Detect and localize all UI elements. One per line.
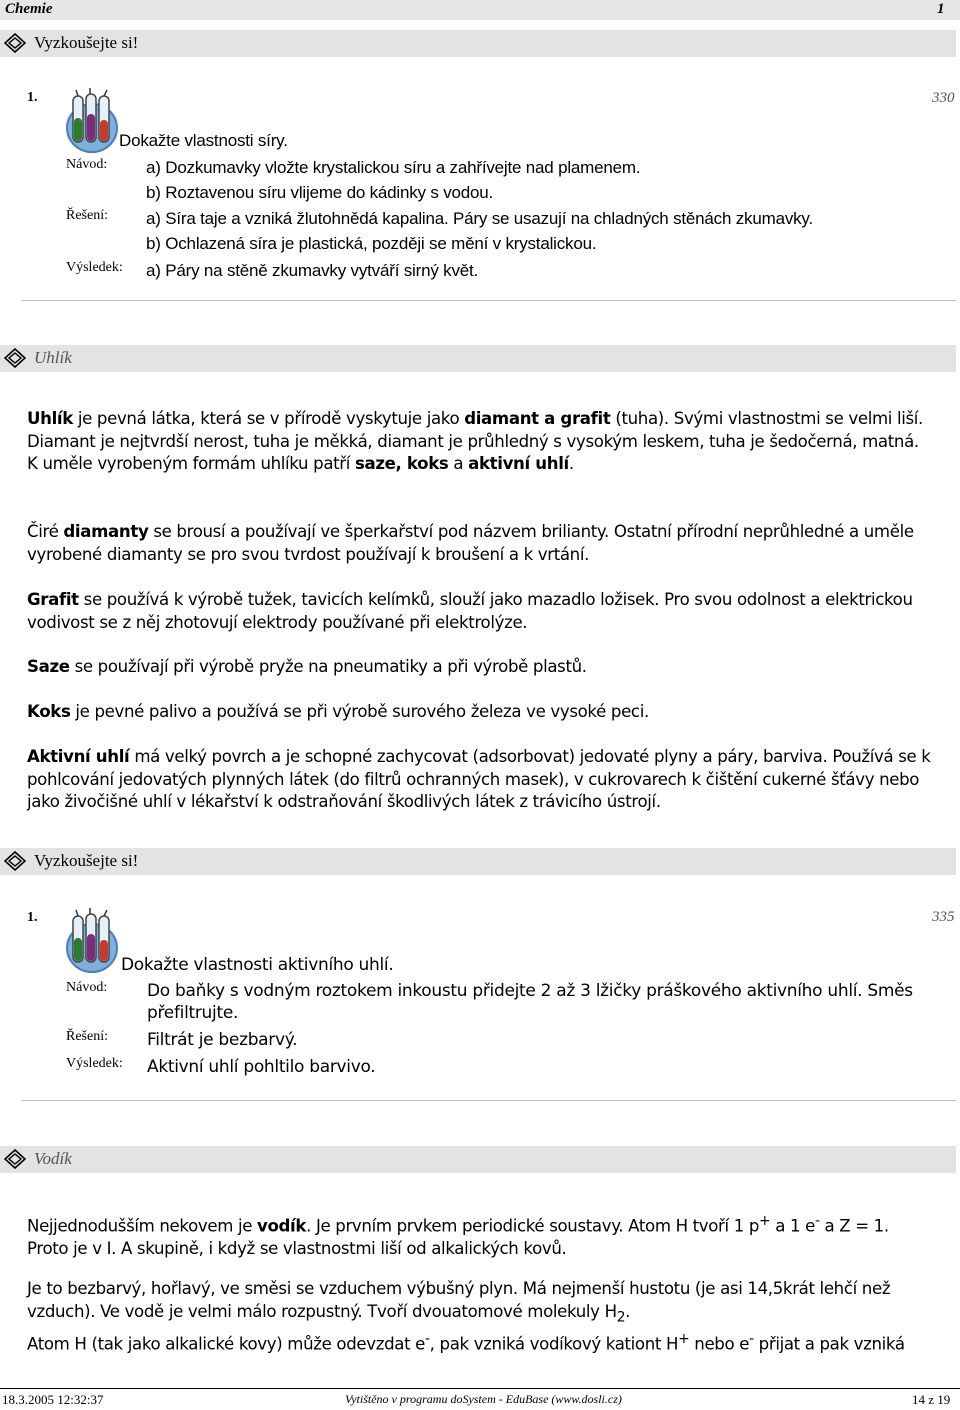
vysledek-text: Aktivní uhlí pohltilo barvivo. <box>147 1057 376 1077</box>
diamond-icon <box>4 33 26 53</box>
vodik-paragraph-1: Nejjednodušším nekovem je vodík. Je prvním prvkem periodické soustavy. Atom H tvoří 1 p+ a 1 e- a Z = 1. Proto je v I. A skupině, i když se vlastnostmi liší od alkalických kovů. <box>27 1213 889 1259</box>
navod-text: Do baňky s vodným roztokem inkoustu přidejte 2 až 3 lžičky práškového aktivního uhlí. Směs přefiltrujte. <box>147 981 913 1023</box>
test-tubes-icon <box>64 88 120 154</box>
navod-line-1: a) Dozkumavky vložte krystalickou síru a zahřívejte nad plamenem. <box>146 158 641 177</box>
divider <box>22 1100 956 1101</box>
footer-datetime: 18.3.2005 12:32:37 <box>2 1392 104 1407</box>
exercise-code: 330 <box>932 90 955 106</box>
exercise-task: Dokažte vlastnosti aktivního uhlí. <box>121 955 394 975</box>
section-title: Vyzkoušejte si! <box>34 33 139 52</box>
footer-printed-note: Vytištěno v programu doSystem - EduBase (www.dosli.cz) <box>345 1392 622 1406</box>
label-vysledek: Výsledek: <box>66 260 123 275</box>
diamond-icon <box>4 1149 26 1169</box>
section-title: Vodík <box>34 1149 72 1168</box>
label-reseni: Řešení: <box>66 1029 108 1044</box>
section-bar-try-1 <box>0 30 956 57</box>
section-bar-try-2 <box>0 848 956 875</box>
vodik-paragraph-2: Je to bezbarvý, hořlavý, ve směsi se vzduchem výbušný plyn. Má nejmenší hustotu (je asi 14,5krát lehčí než vzduch). Ve vodě je velmi málo rozpustný. Tvoří dvouatomové molekuly $H_2$. Atom H (tak jako alkalické kovy) může odevzdat e-, pak vzniká vodíkový kationt H+ nebo e- přijat a pak vzniká <box>27 1279 905 1354</box>
label-vysledek: Výsledek: <box>66 1056 123 1071</box>
test-tubes-icon <box>64 908 120 974</box>
uhlik-paragraph-4: Saze se používají při výrobě pryže na pneumatiky a při výrobě plastů. <box>27 657 587 676</box>
section-bar-uhlik <box>0 345 956 372</box>
exercise-task: Dokažte vlastnosti síry. <box>119 131 288 150</box>
diamond-icon <box>4 851 26 871</box>
label-navod: Návod: <box>66 157 108 172</box>
uhlik-paragraph-1: Uhlík je pevná látka, která se v přírodě vyskytuje jako diamant a grafit (tuha). Svými vlastnostmi se velmi liší. Diamant je nejtvrdší nerost, tuha je měkká, diamant je průhledný s vysokým leskem, tuha je šedočerná, matná. K uměle vyrobeným formám uhlíku patří saze, koks a aktivní uhlí. <box>27 409 923 473</box>
reseni-line-1: a) Síra taje a vzniká žlutohnědá kapalina. Páry se usazují na chladných stěnách zkumavky. <box>146 209 813 228</box>
vysledek-line: a) Páry na stěně zkumavky vytváří sirný květ. <box>146 261 479 280</box>
page-footer <box>0 1388 960 1410</box>
uhlik-paragraph-2: Čiré diamanty se brousí a používají ve šperkařství pod názvem brilianty. Ostatní přírodní neprůhledné a uměle vyrobené diamanty se pro svou tvrdost používají k broušení a k vrtání. <box>27 522 914 564</box>
reseni-line-2: b) Ochlazená síra je plastická, později se mění v krystalickou. <box>146 234 597 253</box>
exercise-number: 1. <box>27 90 38 105</box>
uhlik-paragraph-5: Koks je pevné palivo a používá se při výrobě surového železa ve vysoké peci. <box>27 702 649 721</box>
exercise-code: 335 <box>932 909 955 925</box>
section-title: Uhlík <box>34 348 72 367</box>
uhlik-paragraph-6: Aktivní uhlí má velký povrch a je schopné zachycovat (adsorbovat) jedovaté plyny a páry, barviva. Používá se k pohlcování jedovatých plynných látek (do filtrů ochranných masek), v cukrovarech k čištění cukerné šťávy nebo jako živočišné uhlí v lékařství k odstraňování škodlivých látek z trávicího ústrojí. <box>27 747 931 811</box>
page-number: 1 <box>937 1 945 17</box>
section-title: Vyzkoušejte si! <box>34 851 139 870</box>
uhlik-paragraph-3: Grafit se používá k výrobě tužek, tavicích kelímků, slouží jako mazadlo ložisek. Pro svou odolnost a elektrickou vodivost se z něj zhotovují elektrody používané při elektrolýze. <box>27 590 913 632</box>
section-bar-vodik <box>0 1146 956 1173</box>
label-reseni: Řešení: <box>66 208 108 223</box>
diamond-icon <box>4 348 26 368</box>
exercise-number: 1. <box>27 910 38 925</box>
label-navod: Návod: <box>66 980 108 995</box>
divider <box>22 300 956 301</box>
page-header <box>0 0 960 20</box>
navod-line-2: b) Roztavenou síru vlijeme do kádinky s vodou. <box>146 183 494 202</box>
reseni-text: Filtrát je bezbarvý. <box>147 1030 298 1050</box>
document-title: Chemie <box>5 1 53 17</box>
footer-page-count: 14 z 19 <box>912 1392 951 1407</box>
